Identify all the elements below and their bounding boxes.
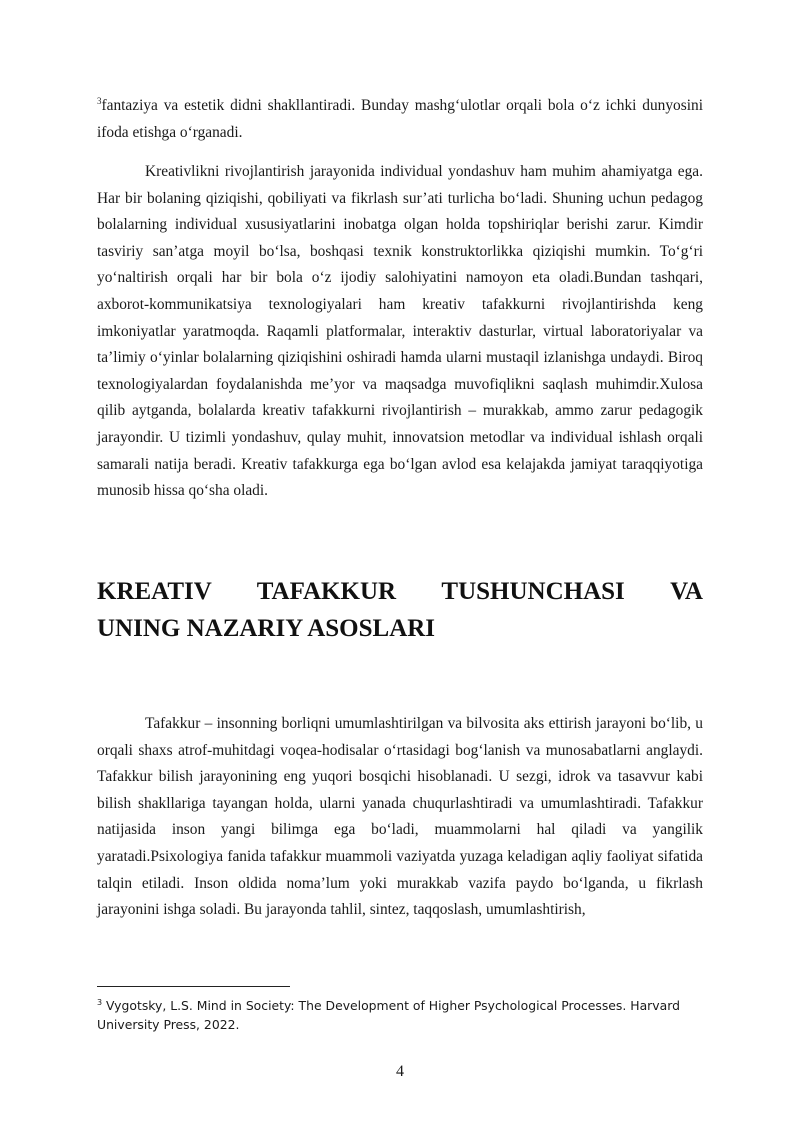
paragraph-thinking-definition: Tafakkur – insonning borliqni umumlashtirilgan va bilvosita aks ettirish jarayoni bo‘lib, u orqali shaxs atrof-muhitdagi voqea-hodisalar o‘rtasidagi bog‘lanish va munosabatlarni anglaydi. Tafakkur bilish jarayonining eng yuqori bosqichi hisoblanadi. U sezgi, idrok va tasavvur kabi bilish shakllariga tayangan holda, ularni yanada chuqurlashtiradi va umumlashtiradi. Tafakkur natijasida inson yangi bilimga ega bo‘ladi, muammolarni hal qiladi va yangilik yaratadi.Psixologiya fanida tafakkur muammoli vaziyatda yuzaga keladigan aqliy faoliyat sifatida talqin etiladi. Inson oldida noma’lum yoki murakkab vazifa paydo bo‘lganda, u fikrlash jarayonini ishga soladi. Bu jarayonda tahlil, sintez, taqqoslash, umumlashtirish,	[97, 715, 703, 919]
page-number: 4	[396, 1063, 404, 1080]
footnote-reference: 3	[97, 95, 102, 106]
paragraph-text: fantaziya va estetik didni shakllantiradi. Bunday mashg‘ulotlar orqali bola o‘z ichki dunyosini ifoda etishga o‘rganadi.	[97, 97, 703, 141]
paragraph-individual-approach: Kreativlikni rivojlantirish jarayonida individual yondashuv ham muhim ahamiyatga ega. Har bir bolaning qiziqishi, qobiliyati va fikrlash sur’ati turlicha bo‘ladi. Shuning uchun pedagog bolalarning individual xususiyatlarini inobatga olgan holda topshiriqlar berishi zarur. Kimdir tasviriy san’atga moyil bo‘lsa, boshqasi texnik konstruktorlikka qiziqishi mumkin. To‘g‘ri yo‘naltirish orqali har bir bola o‘z ijodiy salohiyatini namoyon eta oladi.Bundan tashqari, axborot-kommunikatsiya texnologiyalari ham kreativ tafakkurni rivojlantirishda keng imkoniyatlar yaratmoqda. Raqamli platformalar, interaktiv dasturlar, virtual laboratoriyalar va ta’limiy o‘yinlar bolalarning qiziqishini oshiradi hamda ularni mustaqil izlanishga undaydi. Biroq texnologiyalardan foydalanishda me’yor va maqsadga muvofiqlikni saqlash muhimdir.Xulosa qilib aytganda, bolalarda kreativ tafakkurni rivojlantirish – murakkab, ammo zarur pedagogik jarayondir. U tizimli yondashuv, qulay muhit, innovatsion metodlar va individual ishlash orqali samarali natija beradi. Kreativ tafakkurga ega bo‘lgan avlod esa kelajakda jamiyat taraqqiyotiga munosib hissa qo‘sha oladi.	[97, 163, 703, 500]
section-heading-line-2: UNING NAZARIY ASOSLARI	[97, 615, 436, 642]
footnote-separator	[97, 986, 290, 987]
footnote	[97, 996, 703, 1034]
paragraph-continued	[97, 93, 703, 146]
section-heading-line-1: KREATIV TAFAKKUR TUSHUNCHASI VA	[97, 578, 703, 605]
section-heading	[97, 573, 703, 647]
footnote-text: Vygotsky, L.S. Mind in Society: The Development of Higher Psychological Processes. Harvard University Press, 2022.	[97, 998, 680, 1032]
footnote-mark: 3	[97, 997, 103, 1007]
